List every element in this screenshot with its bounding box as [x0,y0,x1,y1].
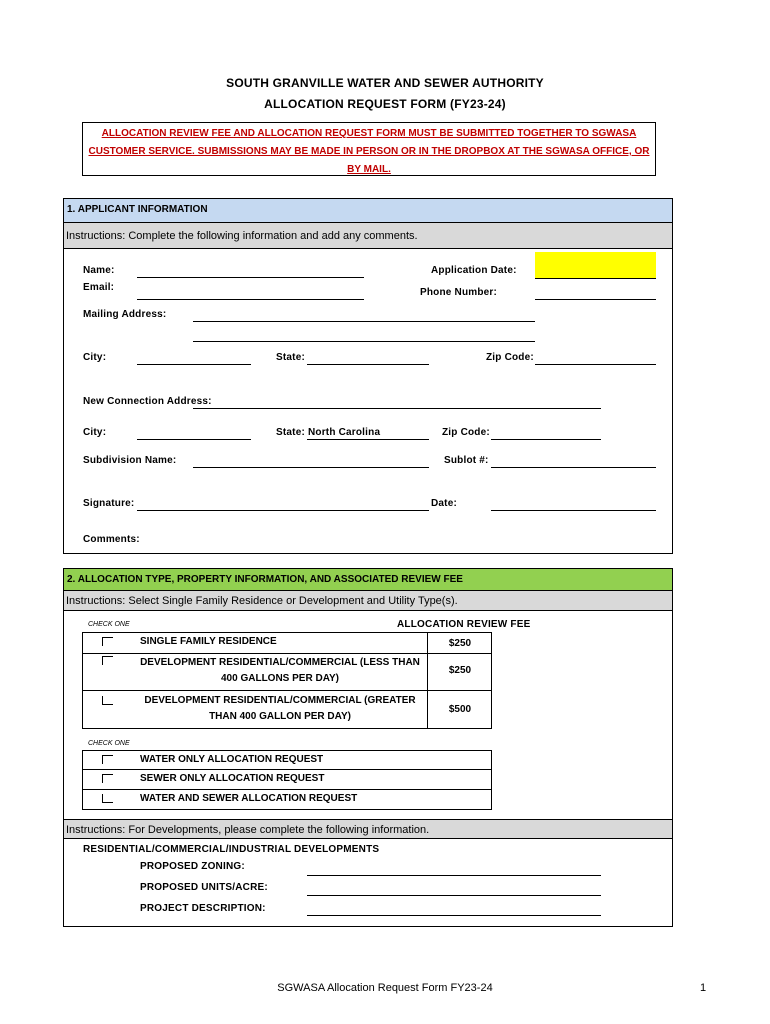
water-and-sewer-label: WATER AND SEWER ALLOCATION REQUEST [140,793,358,804]
section2-instructions: Instructions: Select Single Family Residence or Development and Utility Type(s). [64,591,672,611]
mailing-address-field-1[interactable] [193,321,535,322]
fee-header: ALLOCATION REVIEW FEE [397,619,531,630]
footer-text: SGWASA Allocation Request Form FY23-24 [277,982,493,994]
development-greater-checkbox[interactable] [102,696,113,705]
name-label: Name: [83,265,115,276]
city-label: City: [83,352,107,363]
check-one-label-2: CHECK ONE [88,740,130,747]
sewer-only-label: SEWER ONLY ALLOCATION REQUEST [140,773,325,784]
org-name: SOUTH GRANVILLE WATER AND SEWER AUTHORITY [226,76,544,90]
sewer-only-checkbox[interactable] [102,774,113,783]
notice-line-1: ALLOCATION REVIEW FEE AND ALLOCATION REQUEST FORM MUST BE SUBMITTED TOGETHER TO SGWASA [101,128,637,139]
zoning-field[interactable] [307,875,601,876]
option-3-line-1: DEVELOPMENT RESIDENTIAL/COMMERCIAL (GREATER [144,695,416,706]
row-divider [82,653,492,654]
state-field[interactable] [307,364,429,365]
signature-label: Signature: [83,498,135,509]
section2-header: 2. ALLOCATION TYPE, PROPERTY INFORMATION, AND ASSOCIATED REVIEW FEE [64,569,672,591]
form-title: ALLOCATION REQUEST FORM (FY23-24) [264,97,506,111]
state-label: State: [276,352,305,363]
single-family-checkbox[interactable] [102,637,113,646]
new-connection-field[interactable] [193,408,601,409]
sublot-field[interactable] [491,467,656,468]
option-2-line-2: 400 GALLONS PER DAY) [221,673,339,684]
water-only-checkbox[interactable] [102,755,113,764]
zip-field[interactable] [535,364,656,365]
date-field[interactable] [491,510,656,511]
city2-field[interactable] [137,439,251,440]
application-date-label: Application Date: [431,265,517,276]
units-label: PROPOSED UNITS/ACRE: [140,882,268,893]
sublot-label: Sublot #: [444,455,489,466]
name-field[interactable] [137,277,364,278]
water-and-sewer-checkbox[interactable] [102,794,113,803]
mailing-address-label: Mailing Address: [83,309,167,320]
city2-label: City: [83,427,107,438]
page-number: 1 [700,982,707,994]
application-date-field[interactable] [535,252,656,279]
check-one-label: CHECK ONE [88,621,130,628]
notice-line-2: CUSTOMER SERVICE. SUBMISSIONS MAY BE MADE IN PERSON OR IN THE DROPBOX AT THE SGWASA OFFICE, OR [88,146,650,157]
option-3-line-2: THAN 400 GALLON PER DAY) [209,711,351,722]
units-field[interactable] [307,895,601,896]
zip2-field[interactable] [491,439,601,440]
notice-line-3: BY MAIL. [347,164,391,175]
comments-label: Comments: [83,534,140,545]
section1-header: 1. APPLICANT INFORMATION [64,199,672,223]
signature-field[interactable] [137,510,429,511]
mailing-address-field-2[interactable] [193,341,535,342]
state2-underline [307,439,429,440]
state2-label: State: North Carolina [276,427,381,438]
option-1-label: SINGLE FAMILY RESIDENCE [140,636,277,647]
city-field[interactable] [137,364,251,365]
new-connection-label: New Connection Address: [83,396,212,407]
zoning-label: PROPOSED ZONING: [140,861,245,872]
phone-field[interactable] [535,299,656,300]
submission-notice [82,122,656,176]
row-divider [82,789,492,790]
option-2-line-1: DEVELOPMENT RESIDENTIAL/COMMERCIAL (LESS THAN [140,657,420,668]
development-less-checkbox[interactable] [102,656,113,665]
date-label: Date: [431,498,458,509]
water-only-label: WATER ONLY ALLOCATION REQUEST [140,754,324,765]
description-field[interactable] [307,915,601,916]
option-3-fee: $500 [448,704,472,715]
row-divider [82,769,492,770]
description-label: PROJECT DESCRIPTION: [140,903,266,914]
email-field[interactable] [137,299,364,300]
option-2-fee: $250 [448,665,472,676]
zip2-label: Zip Code: [442,427,490,438]
development-header: RESIDENTIAL/COMMERCIAL/INDUSTRIAL DEVELOPMENTS [83,844,380,855]
phone-label: Phone Number: [420,287,498,298]
zip-label: Zip Code: [486,352,534,363]
allocation-section [63,568,673,927]
subdivision-field[interactable] [193,467,429,468]
row-divider [82,690,492,691]
email-label: Email: [83,282,115,293]
development-instructions: Instructions: For Developments, please complete the following information. [64,819,672,839]
subdivision-label: Subdivision Name: [83,455,177,466]
section1-instructions: Instructions: Complete the following information and add any comments. [64,223,672,249]
option-1-fee: $250 [448,638,472,649]
